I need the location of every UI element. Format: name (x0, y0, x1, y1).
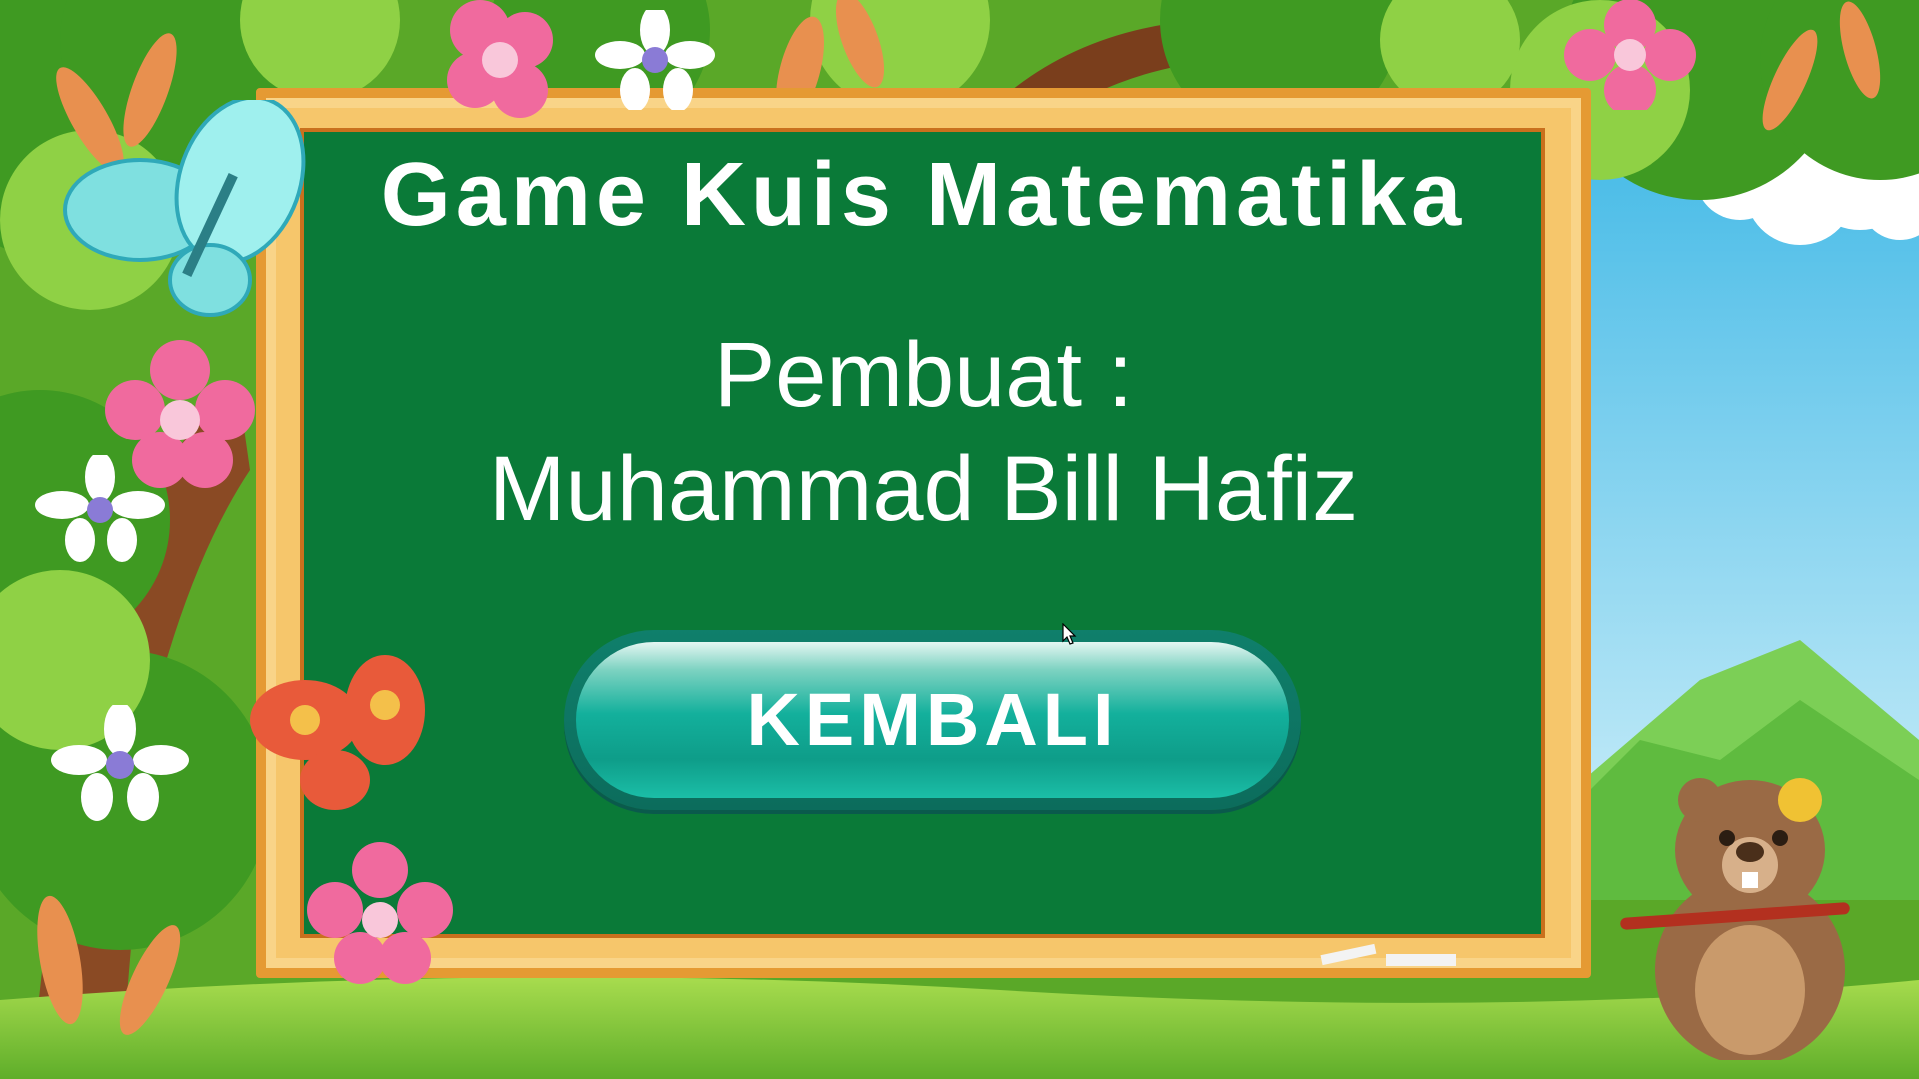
flower-icon (45, 705, 195, 825)
back-button[interactable] (564, 630, 1301, 810)
credit-name: Muhammad Bill Hafiz (488, 438, 1359, 540)
chalk-icon (1316, 938, 1516, 978)
beaver-icon (1620, 760, 1860, 1060)
flower-icon (300, 840, 460, 990)
flower-icon (590, 10, 720, 110)
back-button-label[interactable]: KEMBALI (746, 678, 1119, 761)
flower-icon (1560, 0, 1700, 110)
game-title: Game Kuis Matematika (380, 145, 1467, 245)
butterfly-icon (245, 650, 445, 830)
credit-label: Pembuat : (713, 324, 1134, 426)
cursor-icon (1062, 623, 1078, 647)
flower-icon (30, 455, 170, 565)
flower-icon (420, 0, 600, 120)
